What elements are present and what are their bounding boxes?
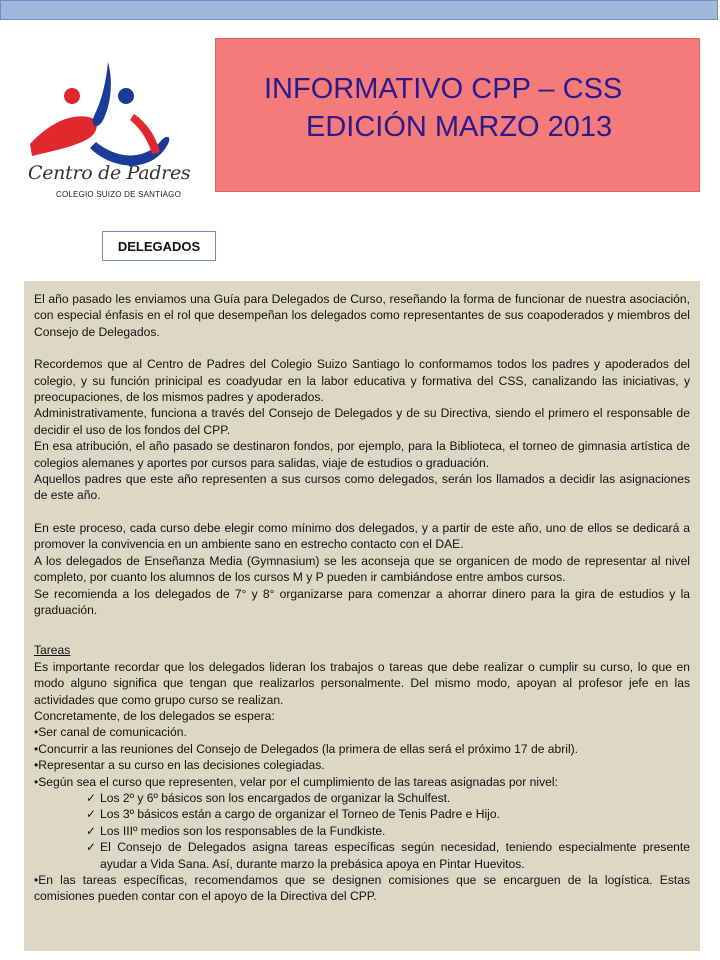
checklist-item: ✓ El Consejo de Delegados asigna tareas específicas según necesidad, teniendo especialmente presente ayudar a Vida Sana. Así, durante marzo la prebásica apoya en Pintar Huevitos.: [86, 840, 690, 871]
paragraph-funds: En esa atribución, el año pasado se destinaron fondos, por ejemplo, para la Biblioteca, el torneo de gimnasia artística de colegios alemanes y aportes por cursos para salidas, viaje de estudios o graduación.: [34, 439, 690, 470]
checkmark-icon: ✓: [86, 823, 97, 838]
paragraph-tareas: Es importante recordar que los delegados lideran los trabajos o tareas que debe realizar o cumplir su curso, lo que en modo alguno significa que tengan que realizarlos personalmente. Del mismo modo, apoyan al profesor jefe en las actividades que como grupo curso se realizan.: [34, 659, 690, 707]
checkmark-icon: ✓: [86, 840, 97, 855]
logo-subtitle: COLEGIO SUIZO DE SANTIAGO: [56, 190, 182, 199]
title-banner: [215, 38, 700, 192]
logo-script-text: Centro de Padres: [28, 162, 191, 184]
top-bar: [0, 0, 718, 20]
paragraph-delegates-decide: Aquellos padres que este año representen a sus cursos como delegados, serán los llamados a decidir las asignaciones de este año.: [34, 472, 690, 503]
checkmark-icon: ✓: [86, 807, 97, 822]
checklist-item: ✓ Los 2º y 6º básicos son los encargados de organizar la Schulfest.: [86, 790, 451, 805]
bullet-item: •Concurrir a las reuniones del Consejo de Delegados (la primera de ellas será el próximo 17 de abril).: [34, 741, 579, 756]
logo-blue-stroke-vertical: [93, 62, 111, 126]
banner-title: INFORMATIVO CPP – CSS: [264, 73, 623, 105]
content-box: [24, 281, 700, 951]
paragraph-intro: El año pasado les enviamos una Guía para Delegados de Curso, reseñando la forma de funcionar de nuestra asociación, con especial énfasis en el rol que desempeñan los delegados como representantes de sus coapoderados y miembros del Consejo de Delegados.: [34, 292, 690, 339]
logo-red-stroke-right: [130, 114, 160, 154]
checklist-item: ✓ Los IIIº medios son los responsables de la Fundkiste.: [86, 823, 386, 838]
section-tag-delegados: DELEGADOS: [102, 231, 216, 261]
paragraph-ensenanza-media: A los delegados de Enseñanza Media (Gymnasium) se les aconseja que se organicen de modo de representar al nivel completo, por cuanto los alumnos de los cursos M y P pueden ir cambiándose entre ambos cursos.: [34, 553, 690, 585]
banner-edition: EDICIÓN MARZO 2013: [306, 111, 613, 143]
paragraph-comisiones: •En las tareas específicas, recomendamos que se designen comisiones que se encarguen de la logística. Estas comisiones pueden contar con el apoyo de la Directiva del CPP.: [34, 873, 690, 904]
paragraph-administration: Administrativamente, funciona a través del Consejo de Delegados y de su Directiva, siendo el primero el responsable de decidir el uso de los fondos del CPP.: [34, 406, 690, 437]
paragraph-cpp-role: Recordemos que al Centro de Padres del Colegio Suizo Santiago lo conformamos todos los padres y apoderados del colegio, y su función prinicipal es coadyudar en la labor educativa y formativa del CSS, canalizando las iniciativas, y preocupaciones, de los mismos padres y apoderados.: [34, 357, 690, 405]
tareas-heading: Tareas: [34, 643, 71, 658]
logo-red-stroke: [30, 116, 97, 156]
bullet-item: •Según sea el curso que representen, velar por el cumplimiento de las tareas asignadas por nivel:: [34, 774, 558, 789]
bullet-item: •Representar a su curso en las decisiones colegiadas.: [34, 758, 325, 773]
paragraph-election: En este proceso, cada curso debe elegir como mínimo dos delegados, y a partir de este año, uno de ellos se dedicará a promover la convivencia en un ambiente sano en estrecho contacto con el DAE.: [34, 520, 690, 552]
checkmark-icon: ✓: [86, 790, 97, 805]
paragraph-expectations: Concretamente, de los delegados se espera:: [34, 708, 275, 723]
logo-red-dot: [64, 88, 80, 104]
bullet-item: •Ser canal de comunicación.: [34, 725, 187, 740]
checklist-item: ✓ Los 3º básicos están a cargo de organizar el Torneo de Tenis Padre e Hijo.: [86, 807, 500, 822]
paragraph-7-8: Se recomienda a los delegados de 7° y 8° organizarse para comenzar a ahorrar dinero para la gira de estudios y la graduación.: [34, 586, 690, 617]
logo-blue-dot: [118, 88, 134, 104]
